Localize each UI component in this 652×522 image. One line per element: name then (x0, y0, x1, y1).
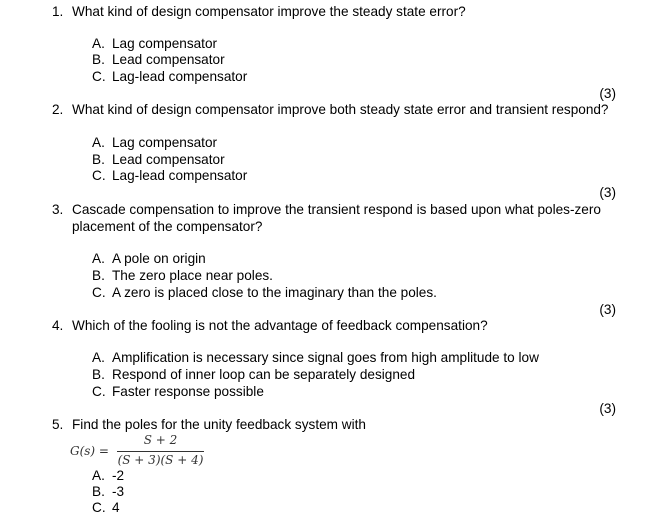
option-c (92, 168, 247, 184)
option-letter: B. (92, 268, 105, 283)
option-c (92, 384, 264, 400)
question-text: What kind of design compensator improve both steady state error and transient respond? (72, 102, 609, 117)
option-letter: B. (92, 484, 105, 499)
question-4 (0, 318, 652, 334)
option-text: Lead compensator (112, 152, 225, 167)
option-a (92, 135, 217, 151)
marks: (3) (599, 86, 616, 101)
formula-numerator: S + 2 (143, 433, 178, 447)
option-letter: A. (92, 135, 105, 150)
question-text-line-2: placement of the compensator? (72, 219, 263, 234)
option-text: Lead compensator (112, 52, 225, 67)
option-c (92, 69, 247, 85)
option-letter: A. (92, 36, 105, 51)
question-number: 1. (52, 4, 64, 19)
option-a (92, 468, 124, 484)
option-a (92, 36, 217, 52)
option-text: -3 (112, 484, 125, 499)
option-text: Lag-lead compensator (112, 168, 248, 183)
option-letter: C. (92, 384, 106, 399)
option-text: Amplification is necessary since signal goes from high amplitude to low (112, 350, 539, 365)
option-text: 4 (112, 500, 120, 515)
question-number: 2. (52, 102, 64, 117)
option-b (92, 152, 225, 168)
option-letter: C. (92, 285, 106, 300)
option-b (92, 52, 225, 68)
option-b (92, 367, 415, 383)
formula-denominator: (S + 3)(S + 4) (117, 453, 204, 467)
option-text: Lag compensator (112, 36, 218, 51)
option-text: A pole on origin (112, 251, 206, 266)
option-letter: A. (92, 468, 105, 483)
option-letter: C. (92, 69, 106, 84)
question-3 (0, 202, 652, 236)
question-number: 5. (52, 417, 64, 432)
question-text: Find the poles for the unity feedback system with (72, 417, 366, 432)
question-5 (0, 417, 652, 433)
option-letter: A. (92, 350, 105, 365)
option-a (92, 251, 206, 267)
option-text: Lag-lead compensator (112, 69, 248, 84)
question-2 (0, 102, 652, 118)
option-letter: C. (92, 500, 106, 515)
fraction-bar (117, 451, 204, 452)
option-text: -2 (112, 468, 125, 483)
formula-lhs: G(s) = (70, 444, 109, 458)
question-1 (0, 4, 652, 20)
marks: (3) (599, 185, 616, 200)
option-letter: C. (92, 168, 106, 183)
option-c (92, 285, 437, 301)
option-a (92, 350, 539, 366)
question-text: Which of the fooling is not the advantage of feedback compensation? (72, 318, 488, 333)
option-text: A zero is placed close to the imaginary than the poles. (112, 285, 437, 300)
question-number: 3. (52, 202, 64, 217)
option-letter: B. (92, 52, 105, 67)
option-b (92, 484, 124, 500)
option-text: Lag compensator (112, 135, 218, 150)
marks: (3) (599, 302, 616, 317)
marks: (3) (599, 401, 616, 416)
option-letter: B. (92, 367, 105, 382)
option-letter: A. (92, 251, 105, 266)
option-text: Faster response possible (112, 384, 264, 399)
option-text: The zero place near poles. (112, 268, 273, 283)
option-b (92, 268, 273, 284)
option-text: Respond of inner loop can be separately designed (112, 367, 416, 382)
option-c (92, 500, 120, 516)
option-letter: B. (92, 152, 105, 167)
question-text: What kind of design compensator improve the steady state error? (72, 4, 466, 19)
question-number: 4. (52, 318, 64, 333)
question-text-line-1: Cascade compensation to improve the transient respond is based upon what poles-zero (72, 202, 601, 217)
